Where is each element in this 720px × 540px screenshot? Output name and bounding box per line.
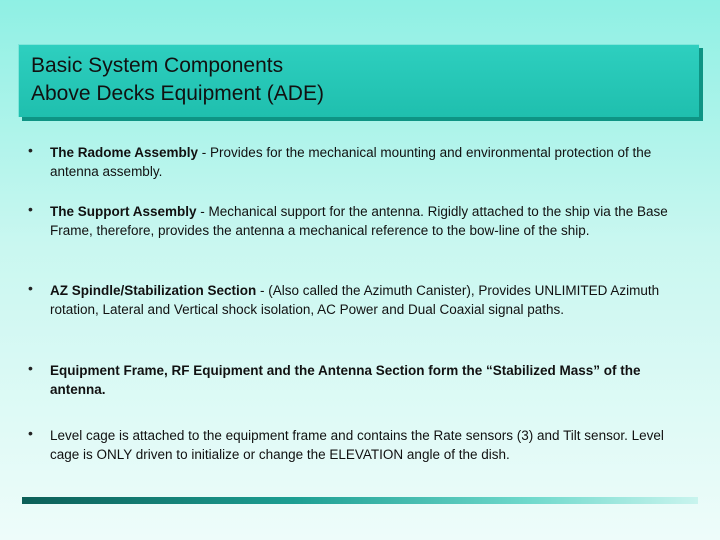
title-box [18,44,699,117]
bullet-body-text: - Mechanical support for the antenna. Rigidly attached to the ship via the Base Frame, therefore, provides the antenna a mechanical reference to the bow-line of the ship. [50,204,668,238]
bullet-bold-text: Equipment Frame, RF Equipment and the Antenna Section form the “Stabilized Mass” of the antenna. [50,363,641,397]
bullet-icon: • [28,201,33,217]
bullet-body-text: - (Also called the Azimuth Canister), Provides UNLIMITED Azimuth rotation, Lateral and Vertical shock isolation, AC Power and Dual Coaxial signal paths. [50,283,660,317]
bullet-icon: • [28,280,33,296]
bullet-icon: • [28,142,33,158]
footer-gradient-bar [22,497,698,504]
bullet-bold-text: The Radome Assembly [50,145,199,160]
bullet-text [50,426,692,464]
bullet-icon: • [28,360,33,376]
bullet-icon: • [28,425,33,441]
bullet-bold-text: AZ Spindle/Stabilization Section [50,283,257,298]
bullet-body-text: - Provides for the mechanical mounting and environmental protection of the antenna assembly. [50,145,652,179]
bullet-text [50,361,692,399]
bullet-bold-text: The Support Assembly [50,204,197,219]
bullet-text [50,143,692,181]
bullet-text [50,281,692,319]
slide-title-line-1: Basic System Components [31,54,284,77]
slide-title-line-2: Above Decks Equipment (ADE) [31,82,324,105]
bullet-body-text: Level cage is attached to the equipment frame and contains the Rate sensors (3) and Tilt sensor. Level cage is ONLY driven to initialize or change the ELEVATION angle of the dish. [50,428,664,462]
bullet-text [50,202,692,240]
